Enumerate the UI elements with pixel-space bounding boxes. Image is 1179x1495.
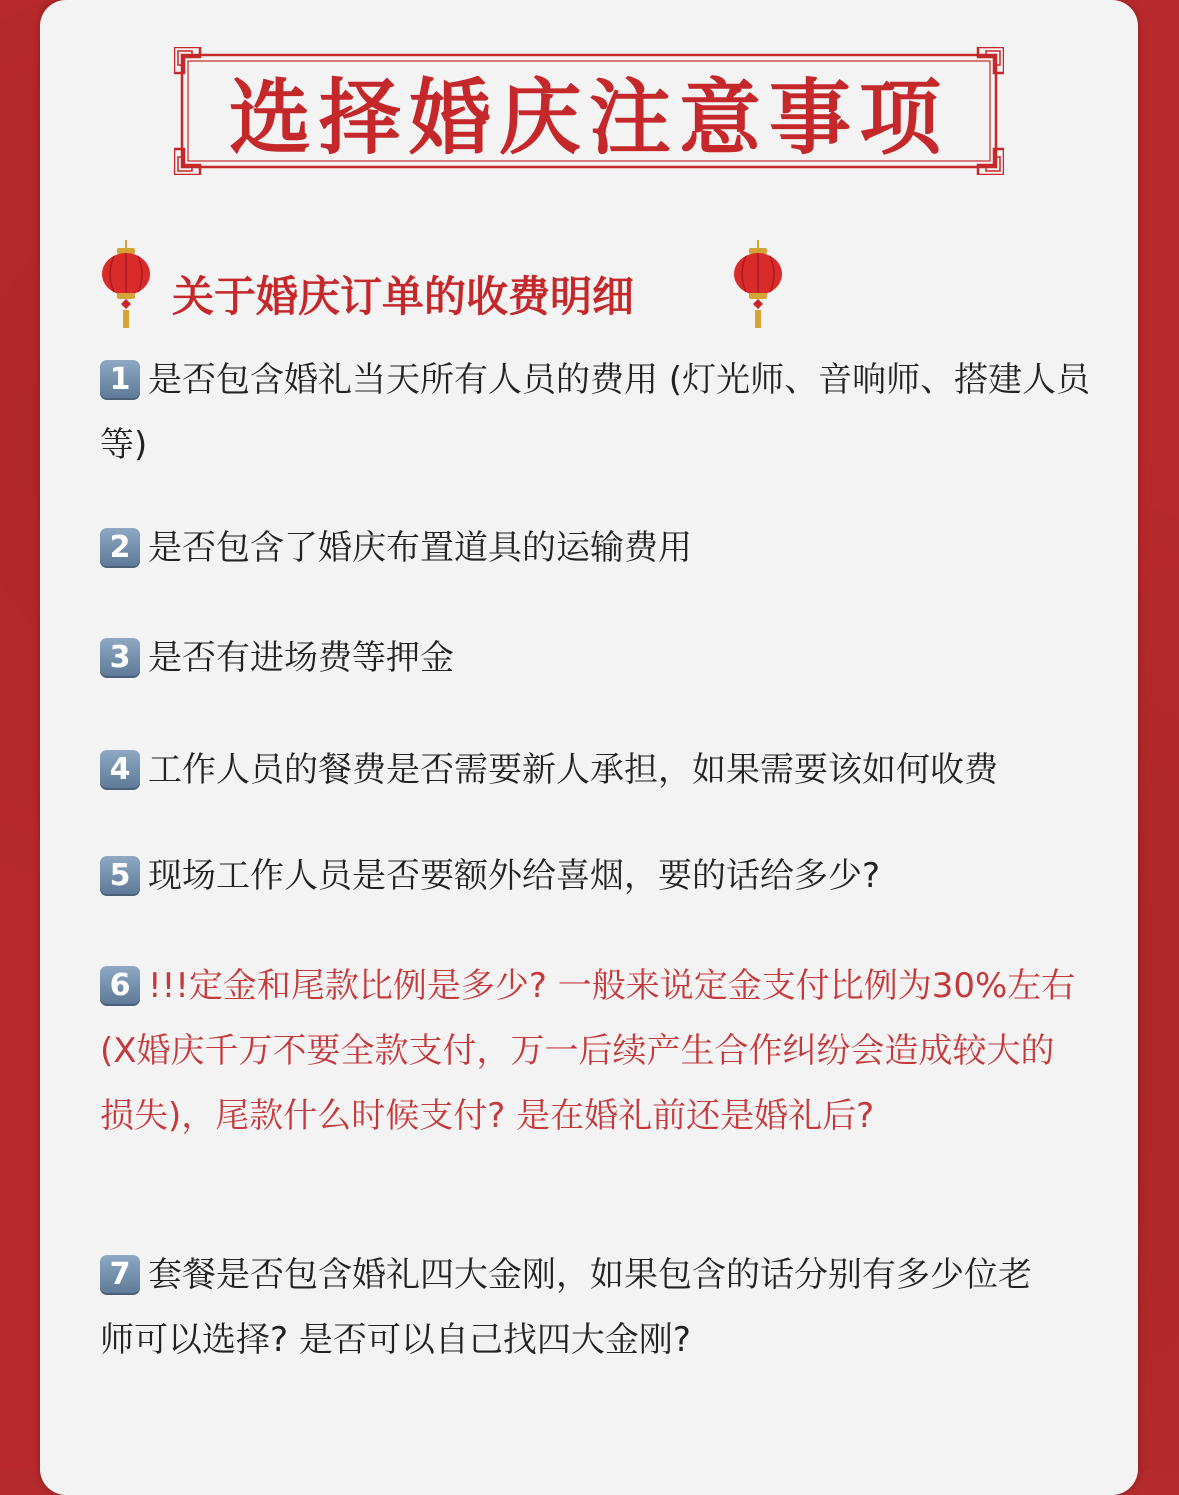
number-badge-icon: 5 (100, 856, 140, 896)
section-header (100, 240, 800, 330)
lantern-icon (732, 240, 784, 330)
page-title: 选择婚庆注意事项 (228, 69, 949, 166)
list-item (100, 348, 1130, 478)
list-item-warning (100, 954, 1085, 1149)
number-badge-icon: 2 (100, 528, 140, 568)
list-item (100, 844, 1130, 909)
item-text: 套餐是否包含婚礼四大金刚，如果包含的话分别有多少位老师可以选择? 是否可以自己找四大金刚? (100, 1255, 1032, 1360)
item-text: 是否有进场费等押金 (148, 638, 454, 678)
number-badge-icon: 1 (100, 360, 140, 400)
number-badge-icon: 7 (100, 1255, 140, 1295)
section-title: 关于婚庆订单的收费明细 (172, 272, 635, 321)
item-text: !!!定金和尾款比例是多少? 一般来说定金支付比例为30%左右(X婚庆千万不要全款支付，万一后续产生合作纠纷会造成较大的损失)，尾款什么时候支付? 是在婚礼前还是婚礼后? (100, 966, 1076, 1136)
lantern-icon (100, 240, 152, 330)
number-badge-icon: 4 (100, 750, 140, 790)
number-badge-icon: 6 (100, 966, 140, 1006)
number-badge-icon: 3 (100, 638, 140, 678)
item-text: 是否包含了婚庆布置道具的运输费用 (148, 528, 692, 568)
list-item (100, 626, 1130, 691)
list-item (100, 738, 1130, 803)
title-frame (174, 47, 1004, 175)
list-item (100, 516, 1130, 581)
item-text: 现场工作人员是否要额外给喜烟，要的话给多少? (148, 856, 881, 896)
list-item (100, 1243, 1060, 1373)
item-text: 工作人员的餐费是否需要新人承担，如果需要该如何收费 (148, 750, 998, 790)
item-text: 是否包含婚礼当天所有人员的费用 (灯光师、音响师、搭建人员等) (100, 360, 1091, 465)
